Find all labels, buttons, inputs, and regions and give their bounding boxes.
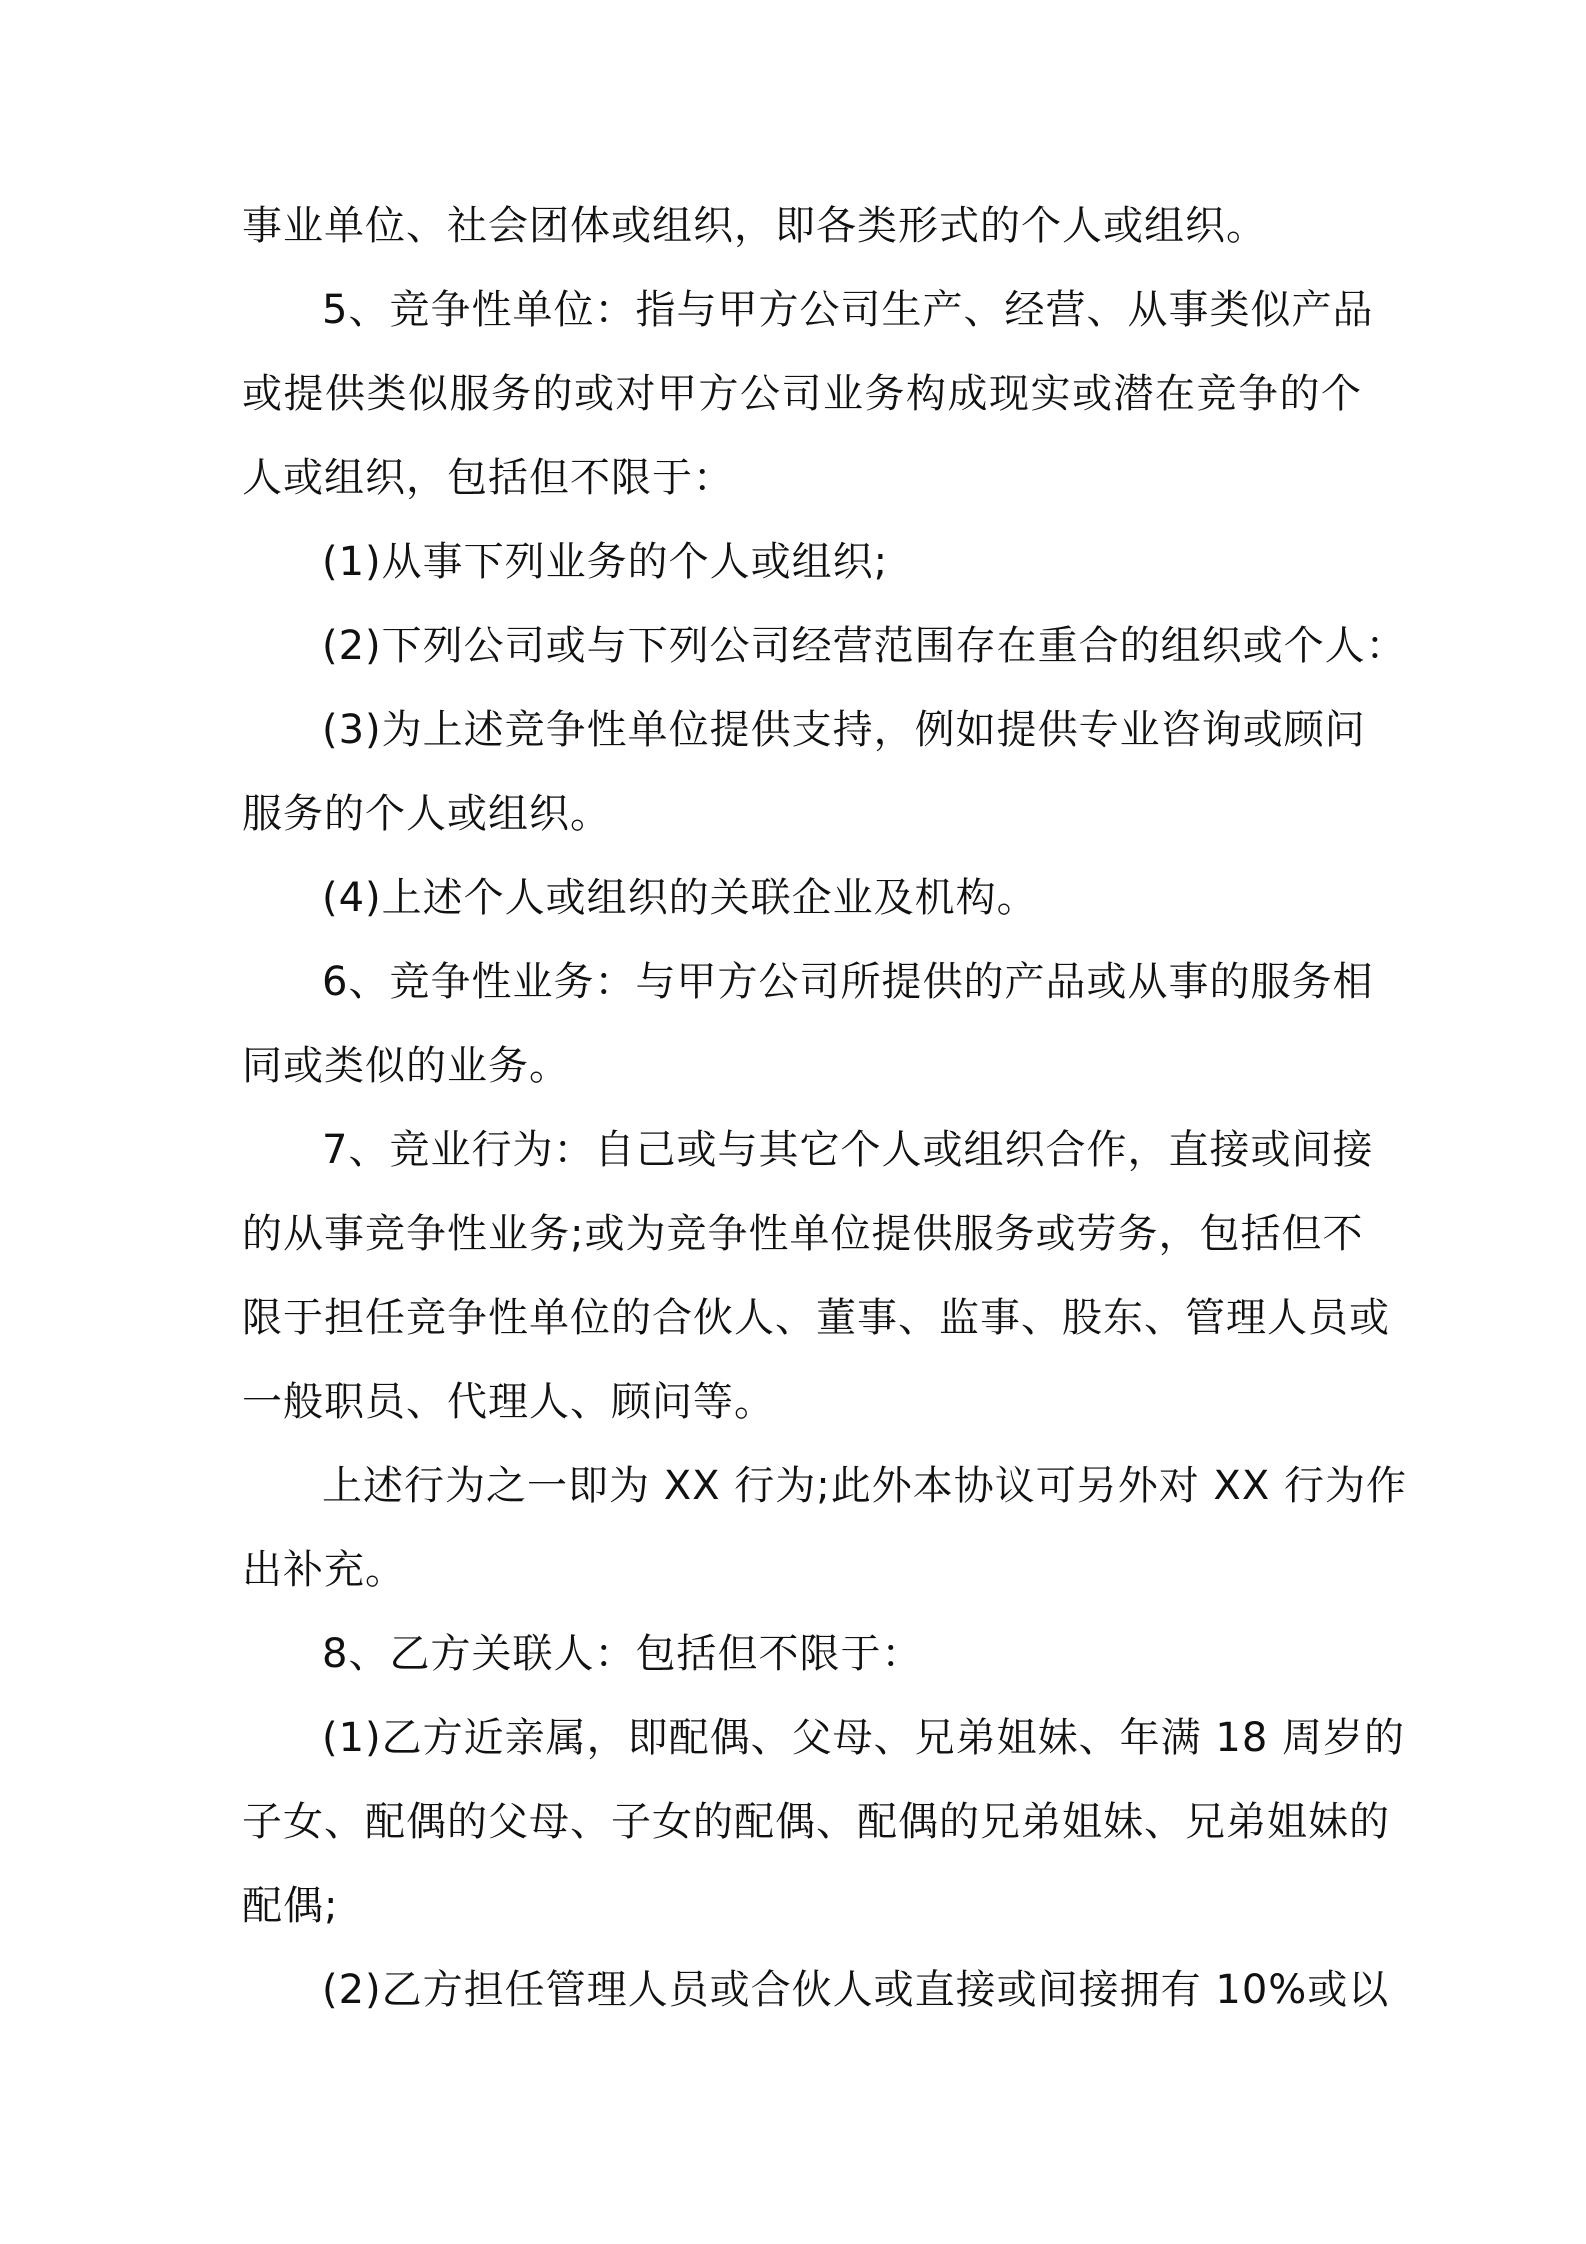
text-line-15: 一般职员、代理人、顾问等。	[242, 1379, 775, 1425]
text-line-2: 5、竞争性单位：指与甲方公司生产、经营、从事类似产品	[322, 287, 1374, 333]
text-line-12: 7、竞业行为：自己或与其它个人或组织合作，直接或间接	[322, 1127, 1374, 1173]
text-line-21: 配偶;	[242, 1883, 339, 1929]
text-line-19: (1)乙方近亲属，即配偶、父母、兄弟姐妹、年满 18 周岁的	[322, 1715, 1405, 1761]
text-line-22: (2)乙方担任管理人员或合伙人或直接或间接拥有 10%或以	[322, 1967, 1390, 2013]
text-line-4: 人或组织，包括但不限于：	[242, 455, 734, 501]
text-line-1: 事业单位、社会团体或组织，即各类形式的个人或组织。	[242, 203, 1267, 249]
text-line-14: 限于担任竞争性单位的合伙人、董事、监事、股东、管理人员或	[242, 1295, 1390, 1341]
text-line-7: (3)为上述竞争性单位提供支持，例如提供专业咨询或顾问	[322, 707, 1366, 753]
text-line-8: 服务的个人或组织。	[242, 791, 611, 837]
text-line-6: (2)下列公司或与下列公司经营范围存在重合的组织或个人：	[322, 623, 1407, 669]
text-line-18: 8、乙方关联人：包括但不限于：	[322, 1631, 923, 1677]
text-line-20: 子女、配偶的父母、子女的配偶、配偶的兄弟姐妹、兄弟姐妹的	[242, 1799, 1390, 1845]
text-line-11: 同或类似的业务。	[242, 1043, 570, 1089]
text-line-16: 上述行为之一即为 XX 行为;此外本协议可另外对 XX 行为作	[322, 1463, 1407, 1509]
text-line-10: 6、竞争性业务：与甲方公司所提供的产品或从事的服务相	[322, 959, 1374, 1005]
text-line-3: 或提供类似服务的或对甲方公司业务构成现实或潜在竞争的个	[242, 371, 1362, 417]
text-line-17: 出补充。	[242, 1547, 406, 1593]
text-line-13: 的从事竞争性业务;或为竞争性单位提供服务或劳务，包括但不	[242, 1211, 1364, 1257]
text-line-9: (4)上述个人或组织的关联企业及机构。	[322, 875, 1038, 921]
text-line-5: (1)从事下列业务的个人或组织;	[322, 539, 889, 585]
